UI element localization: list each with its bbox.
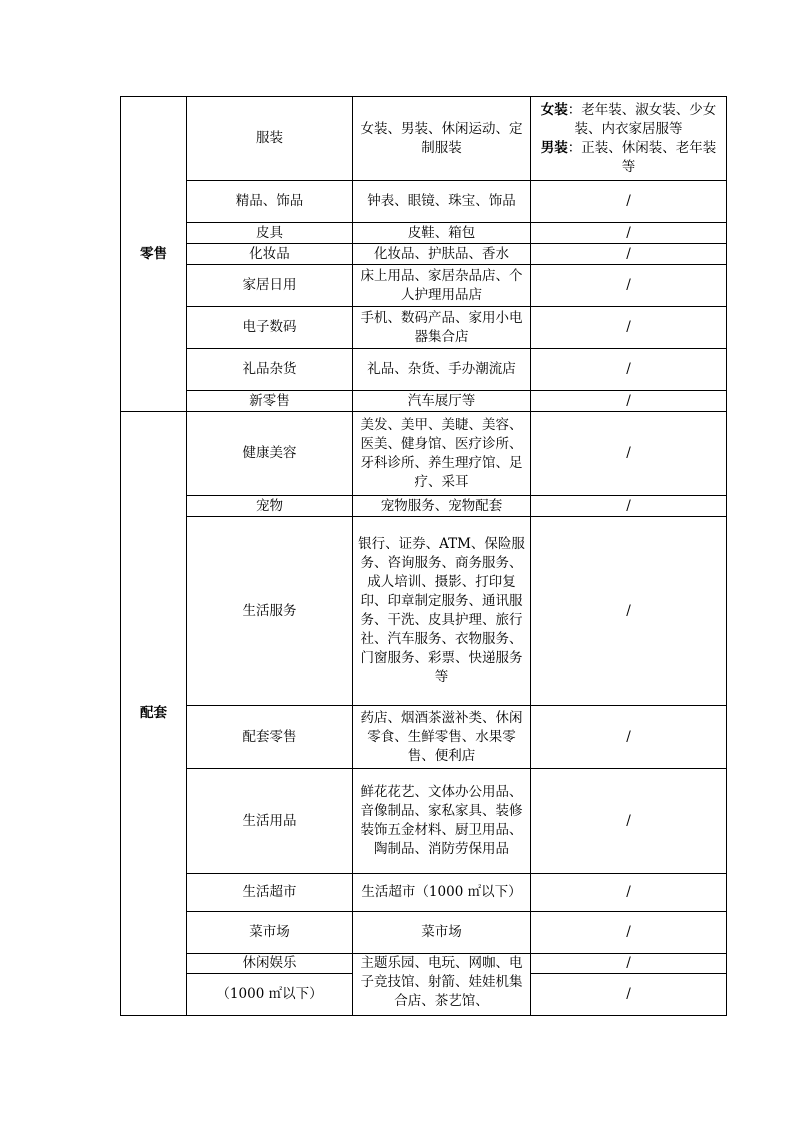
table-row [121, 181, 727, 223]
note-cell: / [531, 181, 727, 223]
note-cell: / [531, 412, 727, 496]
table-row [121, 391, 727, 412]
table-row [121, 412, 727, 496]
note-cell: / [531, 496, 727, 517]
category-cell: 生活超市 [187, 874, 353, 912]
content-cell: 女装、男装、休闲运动、定制服装 [353, 97, 531, 181]
content-cell: 汽车展厅等 [353, 391, 531, 412]
note-cell: / [531, 974, 727, 1016]
note-cell: / [531, 244, 727, 265]
category-cell: 休闲娱乐 [187, 954, 353, 974]
content-cell: 床上用品、家居杂品店、个人护理用品店 [353, 265, 531, 307]
table-row [121, 954, 727, 974]
men-label: 男装 [540, 139, 568, 156]
note-cell: / [531, 912, 727, 954]
category-cell: 礼品杂货 [187, 349, 353, 391]
content-cell: 主题乐园、电玩、网咖、电子竞技馆、射箭、娃娃机集合店、茶艺馆、 [353, 954, 531, 1016]
category-cell: 皮具 [187, 223, 353, 244]
category-cell: 生活用品 [187, 769, 353, 874]
group-label-support: 配套 [121, 412, 187, 1016]
table-row [121, 912, 727, 954]
table-row [121, 874, 727, 912]
note-cell: / [531, 223, 727, 244]
content-cell: 皮鞋、箱包 [353, 223, 531, 244]
table-row [121, 97, 727, 181]
content-cell: 鲜花花艺、文体办公用品、音像制品、家私家具、装修装饰五金材料、厨卫用品、陶制品、消防劳保用品 [353, 769, 531, 874]
content-cell: 化妆品、护肤品、香水 [353, 244, 531, 265]
content-cell: 菜市场 [353, 912, 531, 954]
table-row [121, 265, 727, 307]
content-cell: 钟表、眼镜、珠宝、饰品 [353, 181, 531, 223]
category-cell: 配套零售 [187, 706, 353, 769]
content-cell: 生活超市（1000 ㎡以下） [353, 874, 531, 912]
group-label-retail: 零售 [121, 97, 187, 412]
content-cell: 药店、烟酒茶滋补类、休闲零食、生鲜零售、水果零售、便利店 [353, 706, 531, 769]
note-cell: / [531, 391, 727, 412]
category-cell: 新零售 [187, 391, 353, 412]
category-cell: 生活服务 [187, 517, 353, 706]
note-cell: / [531, 874, 727, 912]
table-row [121, 244, 727, 265]
category-cell: 家居日用 [187, 265, 353, 307]
category-cell: 精品、饰品 [187, 181, 353, 223]
table-row [121, 223, 727, 244]
content-cell: 礼品、杂货、手办潮流店 [353, 349, 531, 391]
men-text: ：正装、休闲装、老年装等 [567, 139, 717, 175]
category-cell: 健康美容 [187, 412, 353, 496]
category-cell: 电子数码 [187, 307, 353, 349]
note-cell: / [531, 769, 727, 874]
content-cell: 手机、数码产品、家用小电器集合店 [353, 307, 531, 349]
content-cell: 银行、证券、ATM、保险服务、咨询服务、商务服务、成人培训、摄影、打印复印、印章制定服务、通讯服务、干洗、皮具护理、旅行社、汽车服务、衣物服务、门窗服务、彩票、快递服务等 [353, 517, 531, 706]
category-cell: （1000 ㎡以下） [187, 974, 353, 1016]
category-cell: 化妆品 [187, 244, 353, 265]
note-cell: / [531, 349, 727, 391]
category-cell: 服装 [187, 97, 353, 181]
content-cell: 宠物服务、宠物配套 [353, 496, 531, 517]
business-format-table [120, 96, 727, 1016]
table-row [121, 496, 727, 517]
content-cell: 美发、美甲、美睫、美容、医美、健身馆、医疗诊所、牙科诊所、养生理疗馆、足疗、采耳 [353, 412, 531, 496]
women-text: ：老年装、淑女装、少女装、内衣家居服等 [567, 101, 717, 137]
table-row [121, 769, 727, 874]
category-cell: 宠物 [187, 496, 353, 517]
category-cell: 菜市场 [187, 912, 353, 954]
note-cell: / [531, 954, 727, 974]
note-cell: / [531, 517, 727, 706]
note-cell: / [531, 265, 727, 307]
note-cell: / [531, 307, 727, 349]
table-row [121, 307, 727, 349]
note-cell [531, 97, 727, 181]
women-label: 女装 [540, 101, 568, 118]
table-row [121, 706, 727, 769]
table-row [121, 349, 727, 391]
note-cell: / [531, 706, 727, 769]
table-row [121, 517, 727, 706]
